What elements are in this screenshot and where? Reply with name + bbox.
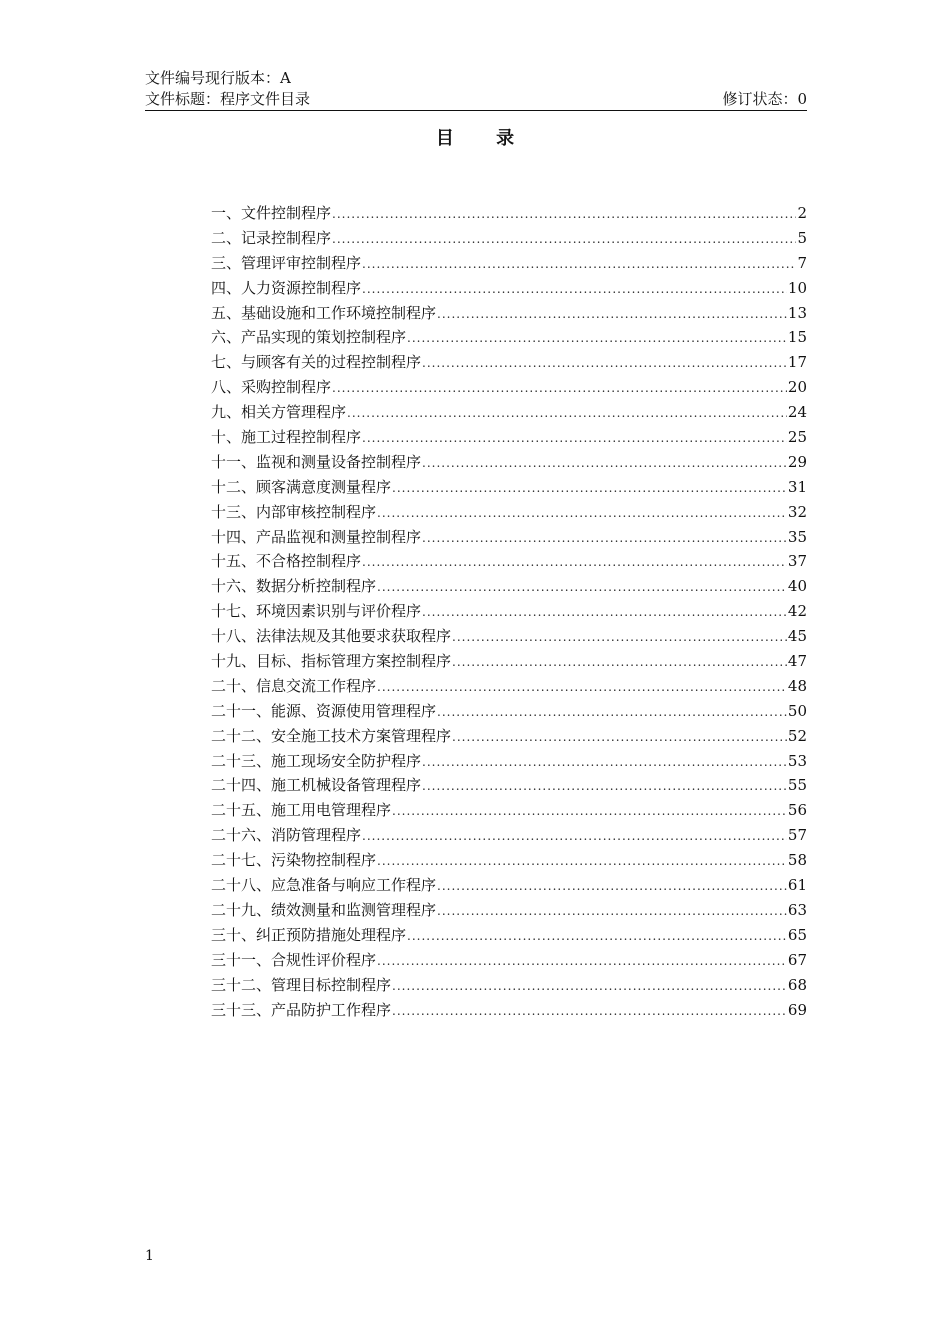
toc-entry-label: 八、采购控制程序	[211, 378, 332, 397]
toc-leader-dots	[392, 999, 787, 1024]
toc-entry-label: 二十九、绩效测量和监测管理程序	[211, 900, 437, 919]
header-row-doc-number	[145, 68, 807, 89]
toc-entry[interactable]	[211, 948, 807, 973]
toc-entry[interactable]	[211, 873, 807, 898]
toc-entry[interactable]	[211, 425, 807, 450]
toc-leader-dots	[407, 326, 787, 351]
toc-entry[interactable]	[211, 973, 807, 998]
toc-entry-label: 三十二、管理目标控制程序	[211, 975, 392, 994]
toc-leader-dots	[422, 774, 787, 799]
toc-entry[interactable]	[211, 500, 807, 525]
toc-entry-label: 三十、纠正预防措施处理程序	[211, 925, 407, 944]
toc-entry-label: 二十三、施工现场安全防护程序	[211, 751, 422, 770]
toc-entry[interactable]	[211, 599, 807, 624]
toc-entry-page: 63	[787, 900, 807, 919]
toc-entry-label: 五、基础设施和工作环境控制程序	[211, 303, 437, 322]
toc-entry-label: 三、管理评审控制程序	[211, 253, 362, 272]
toc-entry-page: 10	[787, 278, 807, 297]
toc-leader-dots	[347, 401, 787, 426]
page-number: 1	[145, 1248, 154, 1264]
toc-entry-page: 47	[787, 652, 807, 671]
toc-entry[interactable]	[211, 773, 807, 798]
toc-leader-dots	[422, 451, 787, 476]
toc-entry[interactable]	[211, 923, 807, 948]
toc-leader-dots	[362, 252, 796, 277]
toc-entry-page: 53	[787, 751, 807, 770]
toc-entry-page: 35	[787, 527, 807, 546]
toc-entry-page: 40	[787, 577, 807, 596]
toc-entry[interactable]	[211, 798, 807, 823]
toc-leader-dots	[377, 849, 787, 874]
toc-entry-page: 20	[787, 378, 807, 397]
toc-entry[interactable]	[211, 724, 807, 749]
toc-entry[interactable]	[211, 226, 807, 251]
toc-entry-label: 十一、监视和测量设备控制程序	[211, 452, 422, 471]
header-divider	[145, 110, 807, 111]
toc-leader-dots	[437, 302, 787, 327]
toc-entry-page: 24	[787, 403, 807, 422]
toc-leader-dots	[452, 650, 787, 675]
toc-entry-page: 68	[787, 975, 807, 994]
toc-entry[interactable]	[211, 998, 807, 1023]
toc-entry-label: 二十八、应急准备与响应工作程序	[211, 876, 437, 895]
toc-entry[interactable]	[211, 674, 807, 699]
toc-entry-page: 42	[787, 602, 807, 621]
toc-entry[interactable]	[211, 350, 807, 375]
toc-entry-page: 69	[787, 1000, 807, 1019]
toc-entry-page: 56	[787, 801, 807, 820]
toc-entry-label: 十八、法律法规及其他要求获取程序	[211, 627, 452, 646]
toc-entry[interactable]	[211, 325, 807, 350]
toc-entry[interactable]	[211, 251, 807, 276]
toc-entry-page: 50	[787, 701, 807, 720]
toc-leader-dots	[377, 949, 787, 974]
toc-entry[interactable]	[211, 450, 807, 475]
toc-entry-page: 45	[787, 627, 807, 646]
toc-entry-page: 58	[787, 851, 807, 870]
toc-leader-dots	[452, 625, 787, 650]
toc-leader-dots	[392, 974, 787, 999]
toc-leader-dots	[392, 476, 787, 501]
toc-entry-page: 13	[787, 303, 807, 322]
toc-leader-dots	[377, 575, 787, 600]
toc-entry-page: 65	[787, 925, 807, 944]
revision-status: 修订状态：0	[722, 90, 807, 108]
toc-entry[interactable]	[211, 375, 807, 400]
toc-entry-page: 29	[787, 452, 807, 471]
toc-leader-dots	[362, 550, 787, 575]
toc-entry-label: 二十二、安全施工技术方案管理程序	[211, 726, 452, 745]
toc-entry[interactable]	[211, 400, 807, 425]
toc-entry-page: 48	[787, 676, 807, 695]
toc-entry-label: 十六、数据分析控制程序	[211, 577, 377, 596]
toc-entry-page: 25	[787, 428, 807, 447]
toc-leader-dots	[422, 600, 787, 625]
toc-entry-page: 15	[787, 328, 807, 347]
toc-entry[interactable]	[211, 823, 807, 848]
toc-leader-dots	[362, 824, 787, 849]
page-header	[145, 68, 807, 110]
toc-entry[interactable]	[211, 201, 807, 226]
toc-leader-dots	[407, 924, 787, 949]
toc-entry-page: 37	[787, 552, 807, 571]
toc-entry-page: 7	[797, 253, 807, 272]
toc-leader-dots	[332, 202, 796, 227]
toc-entry-label: 十五、不合格控制程序	[211, 552, 362, 571]
header-row-doc-title	[145, 89, 807, 110]
toc-leader-dots	[437, 899, 787, 924]
toc-entry-label: 十三、内部审核控制程序	[211, 502, 377, 521]
toc-entry-label: 四、人力资源控制程序	[211, 278, 362, 297]
toc-entry[interactable]	[211, 649, 807, 674]
toc-leader-dots	[362, 277, 787, 302]
toc-entry-page: 52	[787, 726, 807, 745]
toc-entry-label: 十九、目标、指标管理方案控制程序	[211, 652, 452, 671]
toc-entry[interactable]	[211, 301, 807, 326]
toc-entry[interactable]	[211, 749, 807, 774]
toc-entry-label: 十、施工过程控制程序	[211, 428, 362, 447]
toc-entry[interactable]	[211, 525, 807, 550]
toc-entry[interactable]	[211, 624, 807, 649]
toc-entry-page: 17	[787, 353, 807, 372]
toc-entry-page: 31	[787, 477, 807, 496]
toc-entry-page: 57	[787, 826, 807, 845]
toc-entry[interactable]	[211, 848, 807, 873]
toc-leader-dots	[452, 725, 787, 750]
toc-entry-page: 67	[787, 950, 807, 969]
toc-entry-label: 二十七、污染物控制程序	[211, 851, 377, 870]
toc-leader-dots	[422, 750, 787, 775]
toc-entry-page: 55	[787, 776, 807, 795]
toc-entry-label: 六、产品实现的策划控制程序	[211, 328, 407, 347]
doc-number-line: 文件编号现行版本：A	[145, 69, 291, 87]
toc-leader-dots	[377, 501, 787, 526]
toc-leader-dots	[422, 526, 787, 551]
toc-entry-label: 二十、信息交流工作程序	[211, 676, 377, 695]
toc-leader-dots	[377, 675, 787, 700]
toc-entry-label: 二十五、施工用电管理程序	[211, 801, 392, 820]
toc-leader-dots	[332, 227, 796, 252]
toc-entry-label: 三十三、产品防护工作程序	[211, 1000, 392, 1019]
toc-entry[interactable]	[211, 699, 807, 724]
toc-entry[interactable]	[211, 475, 807, 500]
toc-entry-label: 二、记录控制程序	[211, 228, 332, 247]
doc-title-line: 文件标题：程序文件目录	[145, 90, 311, 108]
toc-entry[interactable]	[211, 574, 807, 599]
toc-entry-label: 十四、产品监视和测量控制程序	[211, 527, 422, 546]
toc-entry-page: 32	[787, 502, 807, 521]
toc-entry-page: 5	[797, 228, 807, 247]
page-title: 目 录	[435, 128, 533, 149]
toc-entry-label: 三十一、合规性评价程序	[211, 950, 377, 969]
toc-entry[interactable]	[211, 898, 807, 923]
toc-entry[interactable]	[211, 276, 807, 301]
toc-entry[interactable]	[211, 549, 807, 574]
toc-leader-dots	[437, 874, 787, 899]
table-of-contents	[211, 201, 807, 1022]
toc-entry-page: 61	[787, 876, 807, 895]
toc-entry-label: 二十四、施工机械设备管理程序	[211, 776, 422, 795]
toc-entry-label: 二十六、消防管理程序	[211, 826, 362, 845]
toc-entry-page: 2	[797, 204, 807, 222]
toc-entry-label: 九、相关方管理程序	[211, 403, 347, 422]
toc-entry-label: 十二、顾客满意度测量程序	[211, 477, 392, 496]
toc-leader-dots	[332, 376, 787, 401]
toc-leader-dots	[392, 799, 787, 824]
toc-leader-dots	[437, 700, 787, 725]
toc-leader-dots	[362, 426, 787, 451]
toc-entry-label: 二十一、能源、资源使用管理程序	[211, 701, 437, 720]
toc-leader-dots	[422, 351, 787, 376]
toc-entry-label: 七、与顾客有关的过程控制程序	[211, 353, 422, 372]
toc-entry-label: 一、文件控制程序	[211, 204, 332, 222]
toc-entry-label: 十七、环境因素识别与评价程序	[211, 602, 422, 621]
